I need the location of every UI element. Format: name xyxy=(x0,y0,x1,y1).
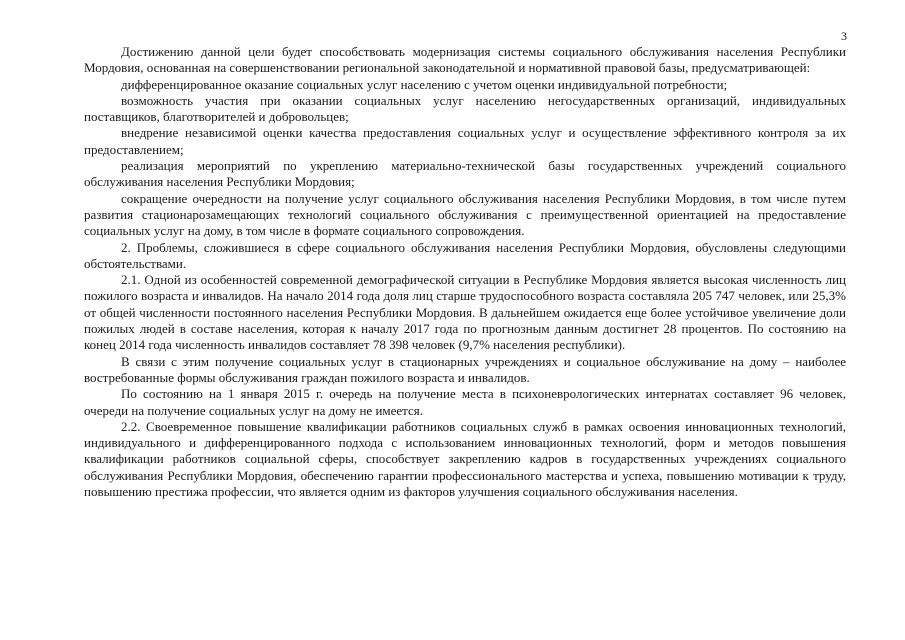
list-item-queue-reduction: сокращение очередности на получение услуг социального обслуживания населения Республики Мордовия, в том числе путем развития стационарозамещающих технологий социального обслуживания с преимущественной ориентацией на предоставление социальных услуг на дому, в том числе в формате социального сопровождения. xyxy=(84,190,846,239)
list-item-material-base: реализация мероприятий по укреплению материально-технической базы государственных учреждений социального обслуживания населения Республики Мордовия; xyxy=(84,158,846,190)
list-item-quality-assessment: внедрение независимой оценки качества предоставления социальных услуг и осуществление эффективного контроля за их предоставлением; xyxy=(84,125,846,157)
paragraph-service-forms: В связи с этим получение социальных услуг в стационарных учреждениях и социальное обслуживание на дому – наиболее востребованные формы обслуживания граждан пожилого возраста и инвалидов. xyxy=(84,353,846,385)
paragraph-2-1-demographics: 2.1. Одной из особенностей современной демографической ситуации в Республике Мордовия является высокая численность лиц пожилого возраста и инвалидов. На начало 2014 года доля лиц старше трудоспособного возраста составляла 205 747 человек, или 25,3% от общей численности постоянного населения Республики Мордовия. В дальнейшем ожидается еще более устойчивое увеличение доли пожилых людей в составе населения, которая к началу 2017 года по прогнозным данным достигнет 28 процентов. По состоянию на конец 2014 года численность инвалидов составляет 78 398 человек (9,7% населения республики). xyxy=(84,272,846,353)
paragraph-2-2-qualification: 2.2. Своевременное повышение квалификации работников социальных служб в рамках освоения инновационных технологий, индивидуального и дифференцированного подхода с использованием инновационных технологий, форм и методов повышения квалификации работников социальной сферы, способствует закреплению кадров в государственных учреждениях социального обслуживания Республики Мордовия, обеспечению гарантии профессионального мастерства и успеха, повышению мотивации к труду, повышению престижа профессии, что является одним из факторов улучшения социального обслуживания населения. xyxy=(84,418,846,500)
document-body xyxy=(84,44,846,500)
paragraph-intro: Достижению данной цели будет способствовать модернизация системы социального обслуживания населения Республики Мордовия, основанная на совершенствовании региональной законодательной и нормативной правовой базы, предусматривающей: xyxy=(84,44,846,76)
list-item-differentiated-services: дифференцированное оказание социальных услуг населению с учетом оценки индивидуальной потребности; xyxy=(121,76,728,92)
section-2-heading: 2. Проблемы, сложившиеся в сфере социального обслуживания населения Республики Мордовия, обусловлены следующими обстоятельствами. xyxy=(84,239,846,271)
paragraph-queue-status: По состоянию на 1 января 2015 г. очередь на получение места в психоневрологических интернатах составляет 96 человек, очереди на получение социальных услуг на дому не имеется. xyxy=(84,386,846,418)
list-item-nongovernment-participation: возможность участия при оказании социальных услуг населению негосударственных организаций, индивидуальных поставщиков, благотворителей и добровольцев; xyxy=(84,92,846,125)
page-number: 3 xyxy=(841,29,847,43)
